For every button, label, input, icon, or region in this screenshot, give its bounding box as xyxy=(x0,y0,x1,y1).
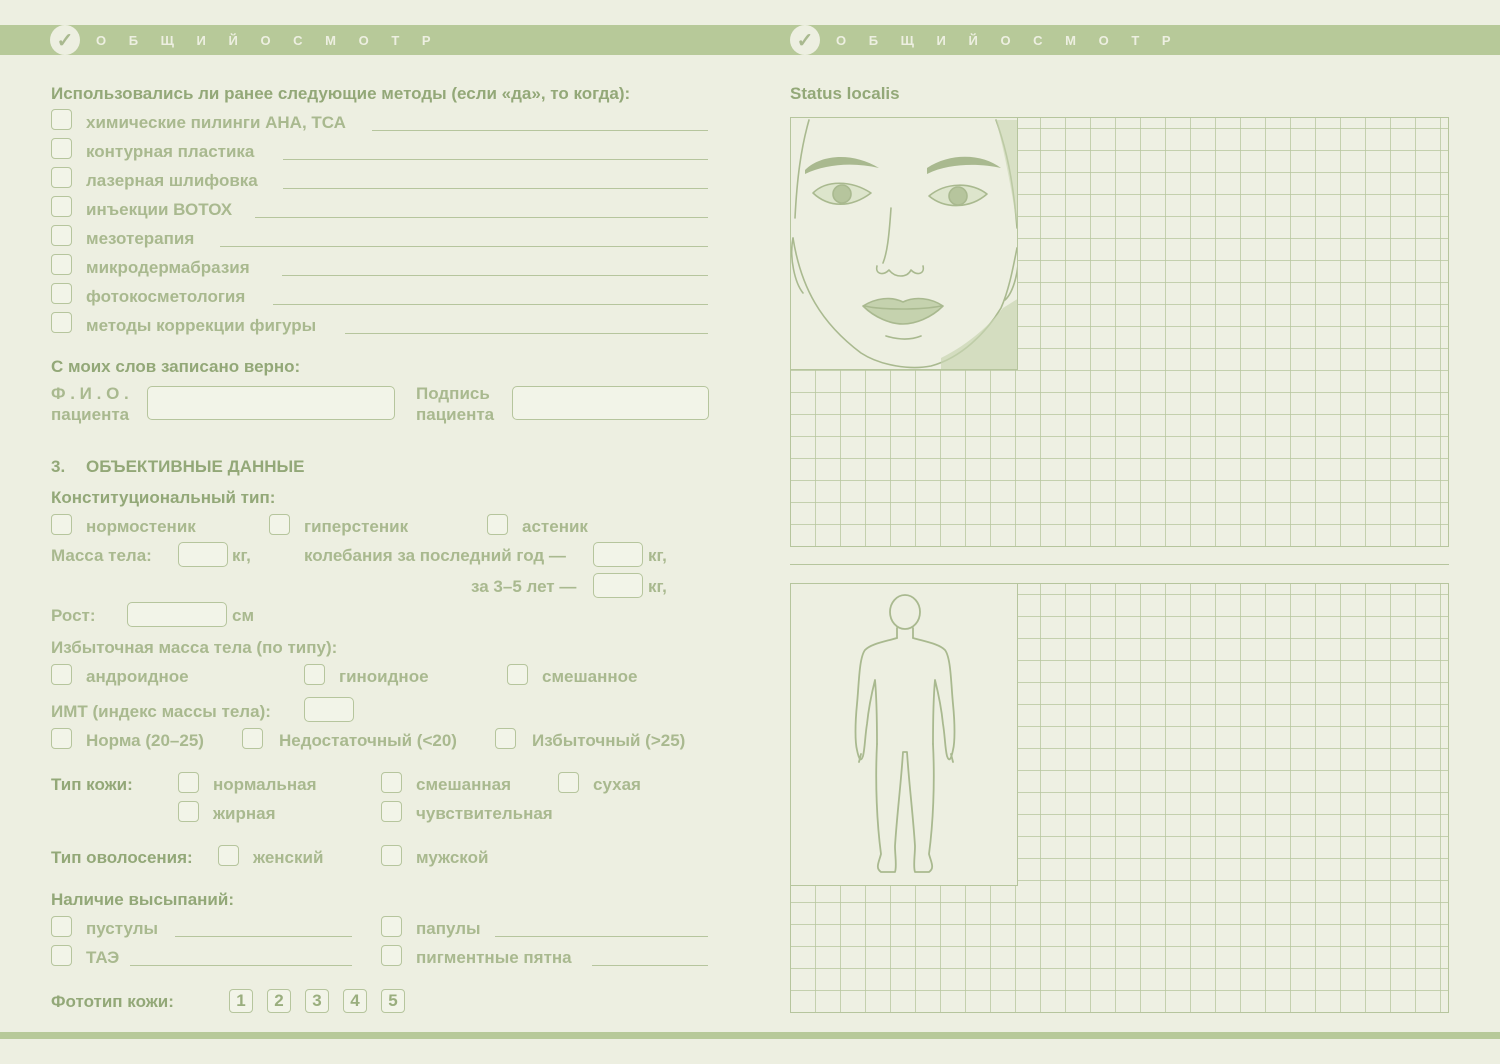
section-number: 3. xyxy=(51,457,66,476)
mass-input[interactable] xyxy=(178,542,228,567)
fio-label: Ф . И . О . xyxy=(51,384,129,403)
method-checkbox[interactable] xyxy=(51,312,72,333)
constitution-label: гиперстеник xyxy=(304,517,409,536)
method-label: лазерная шлифовка xyxy=(86,171,258,190)
method-label: методы коррекции фигуры xyxy=(86,316,317,335)
fluctuation-years-input[interactable] xyxy=(593,573,643,598)
phototype-box[interactable]: 2 xyxy=(267,989,291,1013)
rash-checkbox[interactable] xyxy=(51,916,72,937)
hair-type-label: Тип оволосения: xyxy=(51,848,193,867)
hair-checkbox[interactable] xyxy=(381,845,402,866)
method-date-line[interactable] xyxy=(282,275,708,276)
rash-title: Наличие высыпаний: xyxy=(51,890,234,909)
skin-type-label: Тип кожи: xyxy=(51,775,133,794)
excess-label: гиноидное xyxy=(339,667,429,686)
skin-checkbox[interactable] xyxy=(178,772,199,793)
constitution-checkbox[interactable] xyxy=(269,514,290,535)
method-checkbox[interactable] xyxy=(51,283,72,304)
method-date-line[interactable] xyxy=(283,159,708,160)
rash-line[interactable] xyxy=(495,936,708,937)
excess-checkbox[interactable] xyxy=(507,664,528,685)
rash-checkbox[interactable] xyxy=(51,945,72,966)
excess-checkbox[interactable] xyxy=(304,664,325,685)
signature-label-2: пациента xyxy=(416,405,495,424)
methods-title: Использовались ли ранее следующие методы (если «да», то когда): xyxy=(51,84,631,103)
excess-checkbox[interactable] xyxy=(51,664,72,685)
mass-unit: кг, xyxy=(232,546,251,565)
status-localis-title: Status localis xyxy=(790,84,900,103)
constitution-checkbox[interactable] xyxy=(487,514,508,535)
method-checkbox[interactable] xyxy=(51,254,72,275)
bmi-input[interactable] xyxy=(304,697,354,722)
constitution-label: астеник xyxy=(522,517,588,536)
bmi-option: Недостаточный (<20) xyxy=(279,731,457,750)
rash-line[interactable] xyxy=(130,965,352,966)
method-date-line[interactable] xyxy=(220,246,708,247)
body-illustration xyxy=(790,583,1018,886)
method-checkbox[interactable] xyxy=(51,167,72,188)
hair-option: женский xyxy=(253,848,324,867)
fio-label-2: пациента xyxy=(51,405,130,424)
skin-checkbox[interactable] xyxy=(381,801,402,822)
skin-option: чувствительная xyxy=(416,804,553,823)
rash-option: пустулы xyxy=(86,919,159,938)
skin-option: смешанная xyxy=(416,775,512,794)
method-checkbox[interactable] xyxy=(51,225,72,246)
method-checkbox[interactable] xyxy=(51,196,72,217)
method-date-line[interactable] xyxy=(283,188,708,189)
method-label: химические пилинги АНА, ТСА xyxy=(86,113,346,132)
rash-checkbox[interactable] xyxy=(381,916,402,937)
phototype-box[interactable]: 4 xyxy=(343,989,367,1013)
section-divider xyxy=(790,564,1449,565)
fluctuation-year-unit: кг, xyxy=(648,546,667,565)
height-label: Рост: xyxy=(51,606,96,625)
fluctuation-year-input[interactable] xyxy=(593,542,643,567)
check-icon: ✓ xyxy=(50,25,80,55)
skin-checkbox[interactable] xyxy=(558,772,579,793)
fluctuation-label: колебания за последний год — xyxy=(304,546,566,565)
method-checkbox[interactable] xyxy=(51,109,72,130)
rash-option: папулы xyxy=(416,919,481,938)
skin-checkbox[interactable] xyxy=(381,772,402,793)
phototype-box[interactable]: 3 xyxy=(305,989,329,1013)
bmi-checkbox[interactable] xyxy=(242,728,263,749)
hair-checkbox[interactable] xyxy=(218,845,239,866)
excess-title: Избыточная масса тела (по типу): xyxy=(51,638,338,657)
method-label: контурная пластика xyxy=(86,142,255,161)
method-label: инъекции ВОТОХ xyxy=(86,200,233,219)
method-label: микродермабразия xyxy=(86,258,250,277)
fluctuation-years-unit: кг, xyxy=(648,577,667,596)
method-checkbox[interactable] xyxy=(51,138,72,159)
height-unit: см xyxy=(232,606,255,625)
hair-option: мужской xyxy=(416,848,489,867)
method-date-line[interactable] xyxy=(255,217,708,218)
bmi-label: ИМТ (индекс массы тела): xyxy=(51,702,271,721)
excess-label: андроидное xyxy=(86,667,189,686)
section-title: ОБЪЕКТИВНЫЕ ДАННЫЕ xyxy=(86,457,305,476)
fio-input[interactable] xyxy=(147,386,395,420)
method-label: фотокосметология xyxy=(86,287,246,306)
rash-option: ТАЭ xyxy=(86,948,120,967)
rash-option: пигментные пятна xyxy=(416,948,572,967)
height-input[interactable] xyxy=(127,602,227,627)
phototype-label: Фототип кожи: xyxy=(51,992,174,1011)
skin-option: нормальная xyxy=(213,775,317,794)
bmi-option: Избыточный (>25) xyxy=(532,731,686,750)
method-date-line[interactable] xyxy=(345,333,708,334)
check-icon: ✓ xyxy=(790,25,820,55)
method-date-line[interactable] xyxy=(372,130,708,131)
skin-option: сухая xyxy=(593,775,641,794)
mass-label: Масса тела: xyxy=(51,546,152,565)
method-date-line[interactable] xyxy=(273,304,708,305)
rash-checkbox[interactable] xyxy=(381,945,402,966)
footer-band xyxy=(0,1032,1500,1039)
phototype-box[interactable]: 5 xyxy=(381,989,405,1013)
skin-checkbox[interactable] xyxy=(178,801,199,822)
face-illustration xyxy=(790,117,1018,370)
constitution-label: нормостеник xyxy=(86,517,196,536)
header-title-left: О Б Щ И Й О С М О Т Р xyxy=(96,32,441,48)
bmi-checkbox[interactable] xyxy=(495,728,516,749)
skin-option: жирная xyxy=(213,804,276,823)
bmi-option: Норма (20–25) xyxy=(86,731,204,750)
excess-label: смешанное xyxy=(542,667,638,686)
header-title-right: О Б Щ И Й О С М О Т Р xyxy=(836,32,1181,48)
body-icon xyxy=(791,584,1018,886)
bmi-checkbox[interactable] xyxy=(51,728,72,749)
header-right xyxy=(790,25,1180,55)
confirm-title: С моих слов записано верно: xyxy=(51,357,301,376)
header-left xyxy=(50,25,440,55)
rash-line[interactable] xyxy=(592,965,708,966)
years-label: за 3–5 лет — xyxy=(471,577,577,596)
signature-label: Подпись xyxy=(416,384,490,403)
constitution-title: Конституциональный тип: xyxy=(51,488,276,507)
constitution-checkbox[interactable] xyxy=(51,514,72,535)
face-icon xyxy=(791,118,1018,370)
method-label: мезотерапия xyxy=(86,229,195,248)
phototype-box[interactable]: 1 xyxy=(229,989,253,1013)
rash-line[interactable] xyxy=(175,936,352,937)
signature-input[interactable] xyxy=(512,386,709,420)
